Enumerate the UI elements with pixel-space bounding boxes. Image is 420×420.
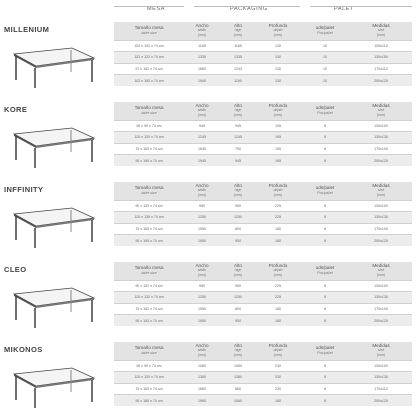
col-height: Alto high (mm) bbox=[233, 182, 243, 198]
cell-height: 1243 bbox=[220, 63, 256, 75]
cell-pcs-per-pallet: 8 bbox=[300, 223, 350, 235]
col-pcs-per-pallet: uds/palet Pcs/pallet bbox=[315, 185, 335, 195]
cell-table-size: 90 x 105 x 74 cm bbox=[114, 200, 184, 212]
cell-depth: 180 bbox=[256, 315, 300, 327]
table-illustration-icon bbox=[8, 360, 98, 410]
cell-pallet-size: 100x110 bbox=[350, 40, 412, 52]
cell-pallet-size: 170x100 bbox=[350, 143, 412, 155]
packaging-group-line bbox=[194, 6, 300, 7]
cell-pcs-per-pallet: 10 bbox=[300, 75, 350, 87]
cell-depth: 130 bbox=[256, 63, 300, 75]
product-name: MILLENIUM bbox=[4, 25, 50, 34]
cell-table-size: 75 x 165 x 74 cm bbox=[114, 223, 184, 235]
cell-height: 1060 bbox=[220, 395, 256, 407]
table-illustration-icon bbox=[8, 40, 98, 90]
product-section-millenium bbox=[0, 22, 420, 104]
cell-width: 1335 bbox=[184, 52, 220, 64]
cell-pcs-per-pallet: 8 bbox=[300, 360, 350, 372]
cell-width: 1380 bbox=[184, 372, 220, 384]
col-depth: Profundo depth (mm) bbox=[268, 262, 288, 278]
cell-pcs-per-pallet: 8 bbox=[300, 120, 350, 132]
col-width: Ancho width (mm) bbox=[195, 262, 209, 278]
table-header-row bbox=[114, 182, 412, 200]
cell-width: 1550 bbox=[184, 223, 220, 235]
table-header-row bbox=[114, 342, 412, 360]
cell-width: 1950 bbox=[184, 235, 220, 247]
mesa-group-line bbox=[114, 6, 184, 7]
cell-table-size: 122 x 122 x 74 cm bbox=[114, 52, 184, 64]
cell-table-size: 75 x 162 x 74 cm bbox=[114, 303, 184, 315]
product-section-kore bbox=[0, 102, 420, 184]
table-row bbox=[114, 303, 412, 315]
table-row bbox=[114, 212, 412, 224]
col-pallet-size: Medidas size (mm) bbox=[372, 22, 390, 38]
cell-depth: 195 bbox=[256, 132, 300, 144]
col-table-size: Tamaño mesa table size bbox=[134, 185, 164, 195]
cell-height: 950 bbox=[220, 315, 256, 327]
product-table bbox=[114, 182, 412, 246]
col-pcs-per-pallet: uds/palet Pcs/pallet bbox=[315, 265, 335, 275]
table-row bbox=[114, 52, 412, 64]
cell-width: 1250 bbox=[184, 212, 220, 224]
col-pallet-size: Medidas size (mm) bbox=[372, 182, 390, 198]
cell-depth: 225 bbox=[256, 292, 300, 304]
cell-pcs-per-pallet: 8 bbox=[300, 372, 350, 384]
cell-depth: 195 bbox=[256, 120, 300, 132]
product-name: MIKONOS bbox=[4, 345, 43, 354]
cell-height: 1080 bbox=[220, 360, 256, 372]
cell-pcs-per-pallet: 6 bbox=[300, 315, 350, 327]
cell-depth: 230 bbox=[256, 372, 300, 384]
cell-width: 1245 bbox=[184, 132, 220, 144]
col-table-size: Tamaño mesa table size bbox=[134, 105, 164, 115]
cell-width: 1940 bbox=[184, 75, 220, 87]
col-depth: Profundo depth (mm) bbox=[268, 342, 288, 358]
cell-width: 1250 bbox=[184, 292, 220, 304]
cell-depth: 225 bbox=[256, 280, 300, 292]
cell-pallet-size: 100x100 bbox=[350, 360, 412, 372]
col-width: Ancho width (mm) bbox=[195, 22, 209, 38]
cell-table-size: 120 x 132 x 74 cm bbox=[114, 292, 184, 304]
cell-pallet-size: 200x120 bbox=[350, 315, 412, 327]
column-group-header bbox=[0, 4, 420, 18]
cell-width: 1960 bbox=[184, 395, 220, 407]
cell-table-size: 75 x 160 x 74 cm bbox=[114, 143, 184, 155]
cell-width: 950 bbox=[184, 280, 220, 292]
product-name: CLEO bbox=[4, 265, 27, 274]
col-pcs-per-pallet: uds/palet Pcs/pallet bbox=[315, 25, 335, 35]
col-pallet-size: Medidas size (mm) bbox=[372, 342, 390, 358]
cell-pallet-size: 170x100 bbox=[350, 223, 412, 235]
cell-height: 945 bbox=[220, 120, 256, 132]
palet-group-line bbox=[310, 6, 412, 7]
cell-height: 1250 bbox=[220, 292, 256, 304]
cell-depth: 180 bbox=[256, 235, 300, 247]
cell-depth: 130 bbox=[256, 75, 300, 87]
cell-pallet-size: 170x110 bbox=[350, 63, 412, 75]
table-row bbox=[114, 132, 412, 144]
cell-depth: 130 bbox=[256, 40, 300, 52]
table-row bbox=[114, 40, 412, 52]
cell-height: 800 bbox=[220, 303, 256, 315]
table-row bbox=[114, 292, 412, 304]
col-pallet-size: Medidas size (mm) bbox=[372, 262, 390, 278]
cell-pcs-per-pallet: 8 bbox=[300, 383, 350, 395]
cell-height: 790 bbox=[220, 143, 256, 155]
col-depth: Profundo depth (mm) bbox=[268, 22, 288, 38]
cell-pallet-size: 100x100 bbox=[350, 120, 412, 132]
product-table bbox=[114, 102, 412, 166]
table-row bbox=[114, 372, 412, 384]
cell-height: 1335 bbox=[220, 52, 256, 64]
table-row bbox=[114, 235, 412, 247]
cell-height: 950 bbox=[220, 280, 256, 292]
cell-table-size: 90 x 190 x 74 cm bbox=[114, 155, 184, 167]
cell-pcs-per-pallet: 10 bbox=[300, 63, 350, 75]
cell-pallet-size: 170x100 bbox=[350, 303, 412, 315]
cell-width: 1645 bbox=[184, 143, 220, 155]
table-row bbox=[114, 75, 412, 87]
table-illustration-icon bbox=[8, 200, 98, 250]
table-row bbox=[114, 63, 412, 75]
cell-pallet-size: 130x130 bbox=[350, 212, 412, 224]
col-depth: Profundo depth (mm) bbox=[268, 182, 288, 198]
cell-pallet-size: 130x130 bbox=[350, 372, 412, 384]
packaging-group-label: PACKAGING bbox=[230, 6, 268, 12]
product-table bbox=[114, 22, 412, 86]
cell-pcs-per-pallet: 10 bbox=[300, 40, 350, 52]
cell-width: 1080 bbox=[184, 360, 220, 372]
cell-pallet-size: 100x100 bbox=[350, 280, 412, 292]
cell-pallet-size: 200x120 bbox=[350, 395, 412, 407]
product-table bbox=[114, 342, 412, 406]
table-row bbox=[114, 143, 412, 155]
palet-group-label: PALET bbox=[334, 6, 355, 12]
col-width: Ancho width (mm) bbox=[195, 342, 209, 358]
table-illustration-icon bbox=[8, 120, 98, 170]
cell-depth: 130 bbox=[256, 52, 300, 64]
cell-table-size: 90 x 195 x 74 cm bbox=[114, 235, 184, 247]
cell-width: 945 bbox=[184, 120, 220, 132]
product-section-mikonos bbox=[0, 342, 420, 420]
col-pcs-per-pallet: uds/palet Pcs/pallet bbox=[315, 105, 335, 115]
col-pcs-per-pallet: uds/palet Pcs/pallet bbox=[315, 345, 335, 355]
cell-pcs-per-pallet: 8 bbox=[300, 212, 350, 224]
cell-depth: 225 bbox=[256, 212, 300, 224]
cell-height: 1190 bbox=[220, 75, 256, 87]
table-row bbox=[114, 315, 412, 327]
col-pallet-size: Medidas size (mm) bbox=[372, 102, 390, 118]
col-height: Alto high (mm) bbox=[233, 262, 243, 278]
cell-pcs-per-pallet: 8 bbox=[300, 143, 350, 155]
cell-depth: 180 bbox=[256, 303, 300, 315]
table-illustration-icon bbox=[8, 280, 98, 330]
cell-height: 950 bbox=[220, 200, 256, 212]
cell-table-size: 120 x 120 x 74 cm bbox=[114, 132, 184, 144]
table-header-row bbox=[114, 262, 412, 280]
cell-table-size: 102 x 192 x 74 cm bbox=[114, 75, 184, 87]
col-height: Alto high (mm) bbox=[233, 102, 243, 118]
cell-pallet-size: 200x120 bbox=[350, 75, 412, 87]
product-name: KORE bbox=[4, 105, 28, 114]
cell-pallet-size: 130x130 bbox=[350, 292, 412, 304]
cell-table-size: 75 x 160 x 74 cm bbox=[114, 383, 184, 395]
table-row bbox=[114, 223, 412, 235]
col-height: Alto high (mm) bbox=[233, 22, 243, 38]
cell-pallet-size: 200x120 bbox=[350, 235, 412, 247]
table-header-row bbox=[114, 102, 412, 120]
cell-depth: 180 bbox=[256, 395, 300, 407]
cell-pallet-size: 130x150 bbox=[350, 52, 412, 64]
cell-depth: 230 bbox=[256, 383, 300, 395]
cell-pallet-size: 100x100 bbox=[350, 200, 412, 212]
cell-pcs-per-pallet: 10 bbox=[300, 52, 350, 64]
cell-height: 1380 bbox=[220, 372, 256, 384]
cell-pcs-per-pallet: 8 bbox=[300, 155, 350, 167]
cell-pcs-per-pallet: 6 bbox=[300, 395, 350, 407]
product-name: INFFINITY bbox=[4, 185, 44, 194]
cell-width: 1950 bbox=[184, 315, 220, 327]
cell-height: 860 bbox=[220, 383, 256, 395]
col-depth: Profundo depth (mm) bbox=[268, 102, 288, 118]
cell-depth: 230 bbox=[256, 360, 300, 372]
cell-width: 1165 bbox=[184, 40, 220, 52]
col-height: Alto high (mm) bbox=[233, 342, 243, 358]
cell-height: 1165 bbox=[220, 40, 256, 52]
cell-table-size: 120 x 135 x 74 cm bbox=[114, 212, 184, 224]
cell-width: 1945 bbox=[184, 155, 220, 167]
table-row bbox=[114, 280, 412, 292]
cell-height: 1250 bbox=[220, 212, 256, 224]
cell-pallet-size: 200x120 bbox=[350, 155, 412, 167]
cell-pcs-per-pallet: 8 bbox=[300, 132, 350, 144]
cell-height: 1245 bbox=[220, 132, 256, 144]
cell-height: 945 bbox=[220, 155, 256, 167]
table-row bbox=[114, 383, 412, 395]
cell-table-size: 90 x 102 x 74 cm bbox=[114, 280, 184, 292]
mesa-group-label: MESA bbox=[147, 6, 165, 12]
cell-depth: 195 bbox=[256, 155, 300, 167]
table-row bbox=[114, 360, 412, 372]
cell-width: 950 bbox=[184, 200, 220, 212]
table-row bbox=[114, 200, 412, 212]
col-table-size: Tamaño mesa table size bbox=[134, 265, 164, 275]
cell-height: 950 bbox=[220, 235, 256, 247]
col-table-size: Tamaño mesa table size bbox=[134, 345, 164, 355]
cell-table-size: 90 x 180 x 74 cm bbox=[114, 395, 184, 407]
col-width: Ancho width (mm) bbox=[195, 182, 209, 198]
cell-depth: 225 bbox=[256, 200, 300, 212]
cell-table-size: 90 x 90 x 74 cm bbox=[114, 360, 184, 372]
cell-height: 800 bbox=[220, 223, 256, 235]
cell-table-size: 90 x 90 x 74 cm bbox=[114, 120, 184, 132]
table-header-row bbox=[114, 22, 412, 40]
product-section-cleo bbox=[0, 262, 420, 344]
table-row bbox=[114, 395, 412, 407]
cell-width: 1550 bbox=[184, 303, 220, 315]
cell-depth: 195 bbox=[256, 143, 300, 155]
cell-pallet-size: 170x110 bbox=[350, 383, 412, 395]
cell-table-size: 90 x 192 x 74 cm bbox=[114, 315, 184, 327]
col-table-size: Tamaño mesa table size bbox=[134, 25, 164, 35]
cell-width: 1660 bbox=[184, 63, 220, 75]
cell-pcs-per-pallet: 8 bbox=[300, 200, 350, 212]
cell-width: 1660 bbox=[184, 383, 220, 395]
col-width: Ancho width (mm) bbox=[195, 102, 209, 118]
cell-pcs-per-pallet: 8 bbox=[300, 303, 350, 315]
cell-table-size: 97 x 162 x 74 cm bbox=[114, 63, 184, 75]
cell-pcs-per-pallet: 8 bbox=[300, 292, 350, 304]
product-section-inffinity bbox=[0, 182, 420, 264]
cell-table-size: 102 x 102 x 74 cm bbox=[114, 40, 184, 52]
cell-pcs-per-pallet: 8 bbox=[300, 235, 350, 247]
product-table bbox=[114, 262, 412, 326]
table-row bbox=[114, 120, 412, 132]
table-row bbox=[114, 155, 412, 167]
cell-pcs-per-pallet: 8 bbox=[300, 280, 350, 292]
cell-table-size: 120 x 120 x 74 cm bbox=[114, 372, 184, 384]
cell-depth: 180 bbox=[256, 223, 300, 235]
cell-pallet-size: 130x130 bbox=[350, 132, 412, 144]
